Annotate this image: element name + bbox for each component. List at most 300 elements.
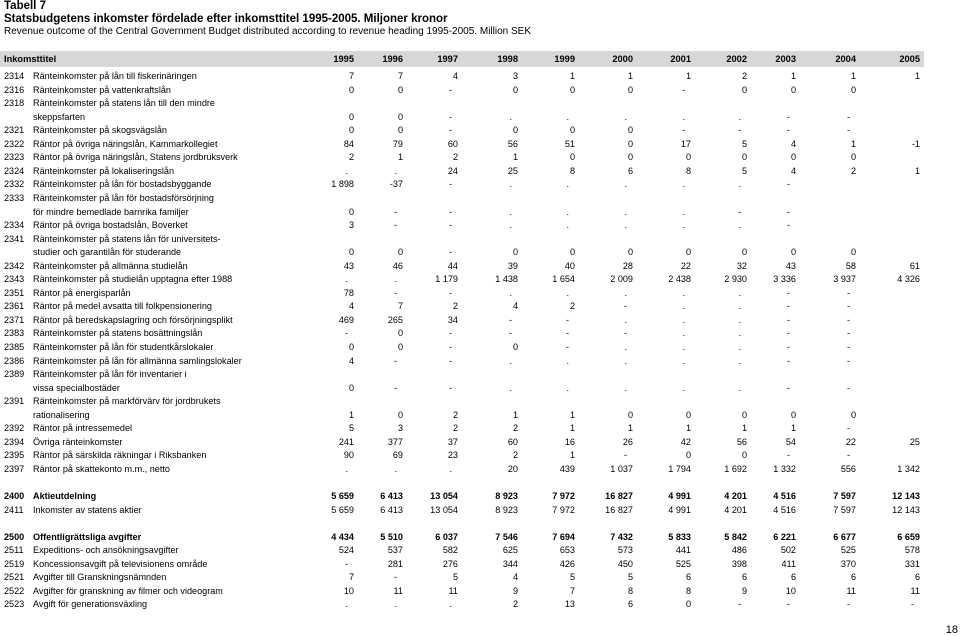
table-cell: - — [448, 179, 452, 189]
table-cell: 11 — [910, 586, 920, 596]
table-cell: 16 827 — [605, 491, 633, 501]
table-cell: 2 — [452, 152, 458, 162]
table-cell: 16 827 — [605, 505, 633, 515]
table-row — [0, 150, 924, 164]
table-cell: . — [345, 274, 348, 284]
table-cell: 2 — [850, 166, 856, 176]
table-row — [0, 245, 924, 259]
table-cell: 1 179 — [435, 274, 458, 284]
row-label: Ränteinkomster på statens lån för universitets- — [33, 234, 221, 244]
table-cell: . — [509, 356, 512, 366]
table-cell: - — [393, 288, 397, 298]
table-cell: 78 — [343, 288, 354, 298]
row-label: Räntor på medel avsatta till folkpensionering — [33, 301, 212, 311]
table-cell: . — [738, 383, 741, 393]
table-cell: - — [786, 301, 790, 311]
column-header-1996: 1996 — [382, 54, 403, 64]
table-cell: . — [566, 288, 569, 298]
table-cell: . — [624, 220, 627, 230]
table-cell: . — [624, 288, 627, 298]
table-cell: - — [786, 112, 790, 122]
table-cell: . — [566, 356, 569, 366]
table-row — [0, 286, 924, 300]
table-cell: . — [738, 356, 741, 366]
table-cell: - — [344, 559, 348, 569]
table-cell: 0 — [627, 152, 633, 162]
row-code: 2332 — [4, 179, 25, 189]
table-cell: - — [786, 315, 790, 325]
table-cell: 1 — [850, 139, 856, 149]
table-cell: . — [738, 342, 741, 352]
row-code: 2323 — [4, 152, 25, 162]
table-cell: 2 — [512, 423, 518, 433]
row-code: 2500 — [4, 532, 25, 542]
table-row — [0, 83, 924, 97]
table-cell: 653 — [559, 545, 575, 555]
table-cell: 4 — [512, 572, 518, 582]
table-cell: 7 597 — [833, 491, 856, 501]
table-cell: - — [846, 342, 850, 352]
table-cell: 8 — [685, 166, 691, 176]
table-cell: 0 — [850, 410, 856, 420]
table-cell: . — [624, 207, 627, 217]
table-cell: - — [565, 328, 569, 338]
table-cell: - — [448, 328, 452, 338]
table-cell: - — [786, 356, 790, 366]
table-cell: 377 — [387, 437, 403, 447]
table-cell: - — [623, 328, 627, 338]
table-cell: 0 — [348, 383, 354, 393]
row-code: 2394 — [4, 437, 25, 447]
table-cell: 0 — [512, 85, 518, 95]
table-cell: - — [846, 599, 850, 609]
table-cell: 6 659 — [897, 532, 920, 542]
row-label: Räntor på övriga näringslån, Statens jordbruksverk — [33, 152, 238, 162]
table-cell: 4 — [452, 71, 458, 81]
table-cell: - — [681, 85, 685, 95]
table-row — [0, 340, 924, 354]
table-cell: - — [846, 383, 850, 393]
table-cell: 2 — [452, 410, 458, 420]
table-cell: 23 — [447, 450, 458, 460]
column-header-2004: 2004 — [835, 54, 856, 64]
table-cell: . — [682, 179, 685, 189]
row-label: Räntor på beredskapslagring och försörjningsplikt — [33, 315, 233, 325]
table-cell: 5 — [452, 572, 458, 582]
table-cell: 39 — [507, 261, 518, 271]
table-cell: 3 — [512, 71, 518, 81]
row-label: Räntor på övriga näringslån, Kammarkollegiet — [33, 139, 218, 149]
table-cell: 60 — [447, 139, 458, 149]
table-row — [0, 597, 924, 611]
table-row — [0, 543, 924, 557]
row-code: 2361 — [4, 301, 25, 311]
table-cell: 1 — [685, 71, 691, 81]
table-cell: 1 692 — [724, 464, 747, 474]
table-cell: 344 — [502, 559, 518, 569]
table-cell: . — [682, 301, 685, 311]
table-cell: 7 — [569, 586, 575, 596]
table-cell: . — [566, 383, 569, 393]
table-cell: 25 — [507, 166, 518, 176]
row-code: 2386 — [4, 356, 25, 366]
table-row — [0, 69, 924, 83]
row-code: 2324 — [4, 166, 25, 176]
table-number: Tabell 7 — [4, 0, 46, 12]
table-cell: - — [786, 288, 790, 298]
row-code: 2521 — [4, 572, 25, 582]
table-cell: - — [737, 599, 741, 609]
row-label: Ränteinkomster på statens bosättningslån — [33, 328, 203, 338]
row-label: Ränteinkomster på lån för allmänna samlingslokaler — [33, 356, 242, 366]
table-cell: 22 — [680, 261, 691, 271]
table-cell: 5 659 — [331, 505, 354, 515]
row-code: 2400 — [4, 491, 25, 501]
table-cell: . — [566, 112, 569, 122]
table-row — [0, 313, 924, 327]
table-cell: . — [394, 599, 397, 609]
row-label: Ränteinkomster på studielån upptagna efter 1988 — [33, 274, 233, 284]
table-heading: Statsbudgetens inkomster fördelade efter inkomsttitel 1995-2005. Miljoner kronor — [4, 13, 448, 25]
table-cell: 281 — [387, 559, 403, 569]
table-cell: 0 — [741, 410, 747, 420]
table-cell: - — [681, 125, 685, 135]
row-code: 2391 — [4, 396, 25, 406]
table-row — [0, 557, 924, 571]
table-cell: 2 — [512, 599, 518, 609]
table-cell: . — [682, 356, 685, 366]
table-cell: 1 332 — [773, 464, 796, 474]
table-cell: 241 — [338, 437, 354, 447]
table-cell: 439 — [559, 464, 575, 474]
table-cell: . — [682, 112, 685, 122]
table-cell: . — [624, 112, 627, 122]
table-cell: - — [448, 220, 452, 230]
table-cell: 3 — [348, 220, 354, 230]
table-cell: 0 — [348, 207, 354, 217]
table-cell: . — [682, 288, 685, 298]
table-cell: 43 — [785, 261, 796, 271]
table-cell: 0 — [397, 410, 403, 420]
table-cell: 5 842 — [724, 532, 747, 542]
row-label: Ränteinkomster på lån till fiskerinäringen — [33, 71, 197, 81]
table-cell: 1 — [914, 166, 920, 176]
table-cell: - — [448, 207, 452, 217]
table-row — [0, 367, 924, 381]
table-cell: - — [846, 356, 850, 366]
table-cell: - — [786, 179, 790, 189]
row-label: Ränteinkomster på vattenkraftslån — [33, 85, 171, 95]
table-cell: 556 — [840, 464, 856, 474]
table-cell: 5 — [348, 423, 354, 433]
table-cell: 4 — [512, 301, 518, 311]
table-cell: 7 — [397, 71, 403, 81]
table-cell: 0 — [348, 125, 354, 135]
table-row — [0, 381, 924, 395]
table-cell: 4 991 — [668, 505, 691, 515]
table-cell: 411 — [781, 559, 796, 569]
table-cell: 0 — [627, 247, 633, 257]
table-cell: 0 — [790, 410, 796, 420]
table-cell: 4 516 — [773, 491, 796, 501]
column-header-2000: 2000 — [612, 54, 633, 64]
table-cell: 0 — [790, 152, 796, 162]
table-cell: . — [394, 464, 397, 474]
table-row — [0, 96, 924, 110]
table-cell: 1 — [685, 423, 691, 433]
table-cell: 69 — [392, 450, 403, 460]
table-header-row — [0, 52, 924, 66]
table-cell: - — [508, 328, 512, 338]
table-cell: 578 — [904, 545, 920, 555]
table-row — [0, 137, 924, 151]
table-cell: . — [682, 328, 685, 338]
table-cell: 0 — [685, 152, 691, 162]
table-cell: 0 — [512, 342, 518, 352]
row-label: Aktieutdelning — [33, 491, 97, 501]
table-cell: 42 — [680, 437, 691, 447]
table-cell: 1 654 — [552, 274, 575, 284]
table-cell: 22 — [845, 437, 856, 447]
row-label: Expeditions- och ansökningsavgifter — [33, 545, 179, 555]
table-row — [0, 259, 924, 273]
row-label: Offentligrättsliga avgifter — [33, 532, 142, 542]
table-cell: 3 937 — [833, 274, 856, 284]
column-header-1995: 1995 — [333, 54, 354, 64]
table-cell: - — [786, 125, 790, 135]
table-cell: 573 — [617, 545, 633, 555]
row-code: 2314 — [4, 71, 25, 81]
table-cell: . — [345, 464, 348, 474]
table-cell: 5 659 — [331, 491, 354, 501]
table-row — [0, 394, 924, 408]
table-cell: 426 — [559, 559, 575, 569]
table-cell: . — [738, 112, 741, 122]
table-cell: 84 — [343, 139, 354, 149]
table-row — [0, 462, 924, 476]
row-label: Koncessionsavgift på televisionens område — [33, 559, 208, 569]
table-cell: . — [682, 207, 685, 217]
table-cell: 6 — [914, 572, 920, 582]
table-cell: 469 — [338, 315, 354, 325]
column-header-1999: 1999 — [554, 54, 575, 64]
table-cell: 2 009 — [610, 274, 633, 284]
table-cell: . — [738, 328, 741, 338]
table-cell: - — [448, 383, 452, 393]
column-header-2005: 2005 — [899, 54, 920, 64]
table-cell: 8 923 — [495, 491, 518, 501]
table-cell: 625 — [502, 545, 518, 555]
table-row — [0, 272, 924, 286]
table-cell: 2 930 — [724, 274, 747, 284]
table-cell: 13 054 — [430, 491, 458, 501]
table-cell: 1 — [512, 410, 518, 420]
table-cell: 46 — [392, 261, 403, 271]
table-cell: 0 — [685, 450, 691, 460]
table-cell: - — [786, 599, 790, 609]
table-cell: . — [624, 356, 627, 366]
table-cell: 1 — [741, 423, 747, 433]
table-cell: . — [394, 166, 397, 176]
column-header-2003: 2003 — [775, 54, 796, 64]
table-cell: 265 — [387, 315, 403, 325]
table-cell: 2 — [741, 71, 747, 81]
table-cell: 7 — [348, 71, 354, 81]
table-cell: 525 — [675, 559, 691, 569]
table-cell: 502 — [780, 545, 796, 555]
row-code: 2389 — [4, 369, 25, 379]
table-cell: 1 794 — [668, 464, 691, 474]
row-label: rationalisering — [33, 410, 90, 420]
table-cell: 5 833 — [668, 532, 691, 542]
row-code: 2511 — [4, 545, 24, 555]
table-cell: 0 — [627, 85, 633, 95]
table-cell: . — [682, 383, 685, 393]
table-cell: 2 — [348, 152, 354, 162]
table-cell: 486 — [731, 545, 747, 555]
table-cell: . — [738, 288, 741, 298]
table-cell: . — [509, 207, 512, 217]
table-cell: 2 — [569, 301, 575, 311]
table-cell: 8 923 — [495, 505, 518, 515]
row-label: Avgift för generationsväxling — [33, 599, 148, 609]
table-cell: 44 — [447, 261, 458, 271]
table-cell: 276 — [442, 559, 458, 569]
table-cell: 25 — [909, 437, 920, 447]
table-cell: 1 — [397, 152, 403, 162]
table-cell: - — [846, 125, 850, 135]
table-cell: 12 143 — [892, 505, 920, 515]
table-cell: 20 — [507, 464, 518, 474]
table-cell: 6 — [685, 572, 691, 582]
table-cell: 3 336 — [773, 274, 796, 284]
table-cell: -1 — [911, 139, 920, 149]
table-cell: . — [624, 342, 627, 352]
row-code: 2523 — [4, 599, 25, 609]
table-cell: - — [393, 383, 397, 393]
table-cell: - — [737, 125, 741, 135]
table-cell: - — [786, 342, 790, 352]
table-cell: 11 — [448, 586, 458, 596]
table-cell: . — [509, 383, 512, 393]
table-cell: - — [846, 301, 850, 311]
table-cell: 60 — [507, 437, 518, 447]
row-label: Inkomster av statens aktier — [33, 505, 142, 515]
table-cell: 0 — [512, 247, 518, 257]
row-label: Räntor på intressemedel — [33, 423, 133, 433]
table-cell: 7 432 — [610, 532, 633, 542]
table-cell: 1 — [512, 152, 518, 162]
table-cell: . — [738, 220, 741, 230]
row-code: 2522 — [4, 586, 25, 596]
table-cell: 61 — [909, 261, 920, 271]
table-cell: - — [846, 328, 850, 338]
table-cell: 12 143 — [892, 491, 920, 501]
table-cell: . — [566, 179, 569, 189]
table-cell: 0 — [397, 247, 403, 257]
table-cell: 1 898 — [331, 179, 354, 189]
table-cell: . — [509, 179, 512, 189]
table-subtitle: Revenue outcome of the Central Government Budget distributed according to revenue heading 1995-2005. Million SEK — [4, 26, 531, 37]
table-cell: - — [448, 112, 452, 122]
table-cell: 1 — [627, 423, 633, 433]
table-row — [0, 584, 924, 598]
table-cell: 0 — [741, 152, 747, 162]
table-cell: 7 597 — [833, 505, 856, 515]
table-cell: - — [623, 301, 627, 311]
table-cell: - — [448, 85, 452, 95]
table-cell: 0 — [397, 328, 403, 338]
table-cell: 0 — [397, 125, 403, 135]
row-code: 2343 — [4, 274, 25, 284]
table-cell: 1 — [348, 410, 354, 420]
row-code: 2392 — [4, 423, 25, 433]
table-cell: 7 972 — [552, 491, 575, 501]
table-cell: 7 694 — [552, 532, 575, 542]
table-cell: 0 — [627, 139, 633, 149]
table-cell: 2 — [452, 423, 458, 433]
table-cell: 17 — [680, 139, 691, 149]
table-cell: 450 — [617, 559, 633, 569]
table-cell: 6 — [627, 166, 633, 176]
table-cell: - — [448, 288, 452, 298]
table-cell: . — [624, 383, 627, 393]
table-cell: 582 — [442, 545, 458, 555]
table-cell: 6 677 — [833, 532, 856, 542]
table-cell: 4 991 — [668, 491, 691, 501]
table-cell: 5 — [741, 139, 747, 149]
row-label: Avgifter för granskning av filmer och videogram — [33, 586, 223, 596]
table-cell: 0 — [685, 599, 691, 609]
table-cell: 8 — [569, 166, 575, 176]
table-cell: 0 — [569, 247, 575, 257]
row-label: Räntor på energisparlån — [33, 288, 131, 298]
row-label: skeppsfarten — [33, 112, 86, 122]
table-cell: 0 — [741, 450, 747, 460]
row-label: Ränteinkomster på markförvärv för jordbrukets — [33, 396, 221, 406]
table-cell: - — [448, 356, 452, 366]
table-cell: - — [846, 288, 850, 298]
table-cell: 0 — [627, 410, 633, 420]
row-code: 2333 — [4, 193, 25, 203]
table-cell: - — [786, 383, 790, 393]
page-number: 18 — [945, 624, 958, 636]
column-header-1998: 1998 — [497, 54, 518, 64]
table-cell: 1 — [627, 71, 633, 81]
column-header-2001: 2001 — [670, 54, 691, 64]
table-cell: 4 326 — [897, 274, 920, 284]
table-cell: - — [565, 342, 569, 352]
table-cell: 4 — [790, 139, 796, 149]
row-code: 2316 — [4, 85, 25, 95]
table-cell: - — [448, 125, 452, 135]
table-cell: . — [345, 166, 348, 176]
table-cell: - — [393, 220, 397, 230]
table-cell: 6 413 — [380, 505, 403, 515]
table-cell: 0 — [348, 247, 354, 257]
table-cell: . — [509, 220, 512, 230]
row-label: Ränteinkomster på lokaliseringslån — [33, 166, 175, 176]
row-code: 2322 — [4, 139, 25, 149]
row-label: Ränteinkomster på lån för studentkårslokaler — [33, 342, 214, 352]
table-cell: . — [738, 179, 741, 189]
table-row — [0, 503, 924, 517]
table-row — [0, 530, 924, 544]
table-cell: 0 — [397, 112, 403, 122]
table-cell: - — [910, 599, 914, 609]
row-code: 2318 — [4, 98, 25, 108]
table-row — [0, 570, 924, 584]
